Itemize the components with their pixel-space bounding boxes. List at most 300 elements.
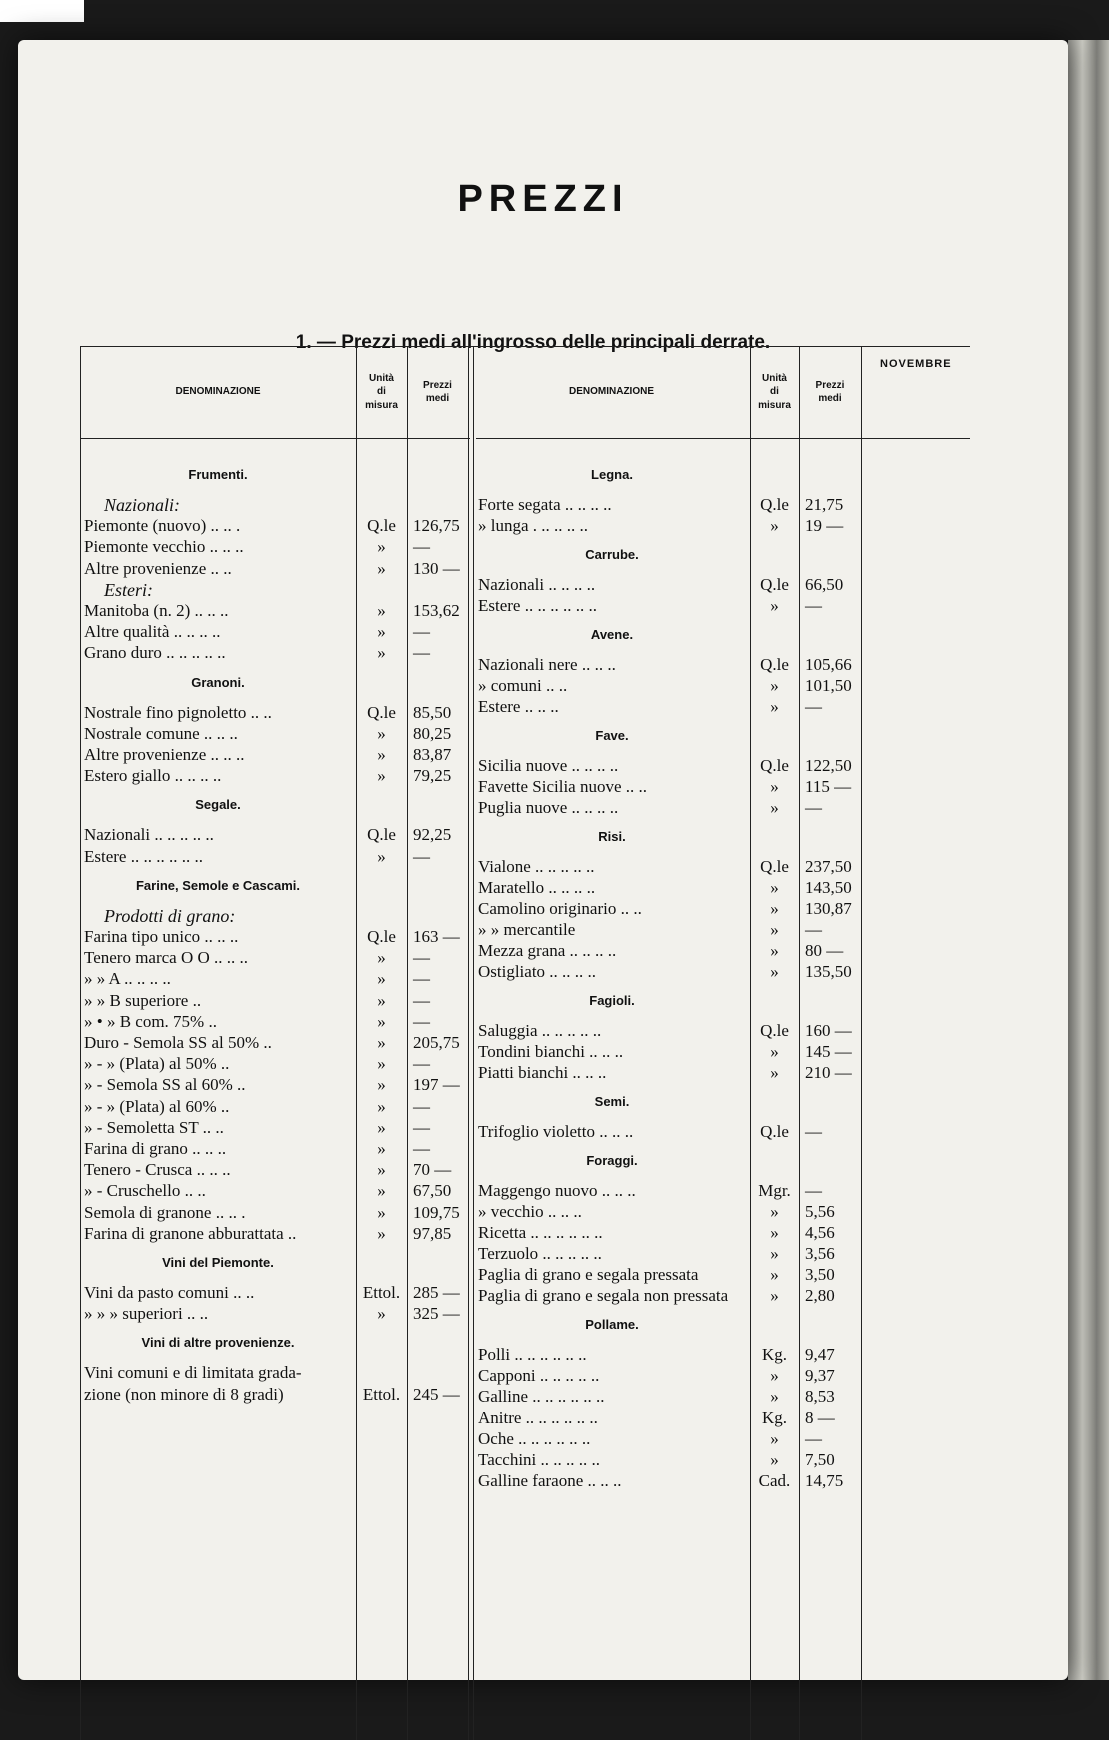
item-unit: »: [377, 1096, 386, 1116]
item-name: Paglia di grano e segala non pressata: [478, 1286, 729, 1305]
item-unit: »: [770, 1265, 779, 1284]
table-row: [478, 1407, 861, 1429]
item-name: Vini comuni e di limitata grada-: [84, 1363, 302, 1383]
section-heading: Fagioli.: [589, 993, 635, 1008]
item-unit: Cad.: [758, 1471, 791, 1490]
header-label: DENOMINAZIONE: [569, 386, 654, 398]
item-price: 145 —: [805, 1042, 852, 1061]
item-name: Altre provenienze .. ..: [84, 558, 232, 578]
subgroup-label: Nazionali:: [104, 495, 181, 515]
item-price: 122,50: [805, 756, 852, 775]
section-heading: Avene.: [590, 627, 634, 642]
header-label: medi: [425, 393, 450, 404]
header-label: Prezzi: [815, 379, 845, 391]
item-price: —: [805, 1122, 822, 1141]
table-row: [84, 824, 467, 846]
item-unit: Q.le: [760, 857, 789, 876]
item-unit: »: [377, 1160, 386, 1180]
item-price: 135,50: [805, 962, 852, 981]
table-row: [478, 675, 861, 697]
item-unit: Kg.: [761, 1345, 788, 1364]
item-price: 21,75: [805, 495, 844, 514]
item-unit: »: [377, 1223, 386, 1243]
item-unit: Q.le: [367, 825, 396, 845]
section-heading: Pollame.: [585, 1317, 639, 1332]
item-price: —: [413, 643, 430, 663]
item-unit: »: [770, 516, 779, 535]
table-row: [478, 877, 861, 899]
item-name: Estere .. .. .. .. .. ..: [84, 846, 203, 866]
item-name: Anitre .. .. .. .. .. ..: [478, 1408, 598, 1427]
item-price: 237,50: [805, 857, 852, 876]
header-label: Unità: [368, 372, 394, 384]
item-unit: »: [770, 1450, 779, 1469]
item-name: Terzuolo .. .. .. .. ..: [478, 1244, 602, 1263]
table-row: [84, 1384, 467, 1406]
item-unit: »: [377, 723, 386, 743]
item-price: 8 —: [805, 1408, 835, 1427]
item-price: 4,56: [805, 1223, 835, 1242]
item-price: —: [413, 622, 430, 642]
item-name: Duro - Semola SS al 50% ..: [84, 1033, 272, 1052]
item-unit: »: [377, 601, 386, 620]
table-row: [478, 1020, 861, 1042]
subgroup-label: Prodotti di grano:: [104, 905, 236, 926]
item-price: 130,87: [805, 899, 852, 918]
item-price: 79,25: [413, 766, 452, 786]
table-row: [84, 621, 467, 643]
item-price: —: [805, 920, 822, 939]
item-unit: »: [377, 1304, 386, 1324]
item-price: —: [805, 1181, 822, 1200]
header-label: misura: [758, 399, 791, 411]
table-row: [478, 1449, 861, 1471]
header-rule-right: [476, 438, 970, 439]
item-unit: Q.le: [760, 655, 789, 674]
item-name: Farina di granone abburattata ..: [84, 1223, 297, 1243]
table-row: [478, 1201, 861, 1223]
header-denominazione-right: [473, 346, 750, 438]
item-price: 3,50: [805, 1265, 835, 1284]
table-row: [478, 1386, 861, 1408]
section-heading: Vini di altre provenienze.: [141, 1335, 295, 1351]
item-unit: »: [377, 1033, 386, 1052]
item-unit: »: [770, 878, 779, 897]
table-row: [84, 536, 467, 558]
table-row: [478, 1243, 861, 1265]
item-name: » - » (Plata) al 50% ..: [84, 1054, 230, 1074]
item-name: Mezza grana .. .. .. ..: [478, 941, 617, 960]
item-name: Tacchini .. .. .. .. ..: [478, 1450, 601, 1469]
item-unit: »: [770, 1286, 779, 1305]
item-unit: Q.le: [760, 495, 789, 514]
section-heading: Farine, Semole e Cascami.: [135, 877, 301, 893]
item-name: » » mercantile: [478, 920, 576, 939]
header-label: di: [770, 386, 779, 398]
item-unit: »: [377, 537, 386, 557]
item-price: —: [413, 1096, 430, 1116]
item-price: —: [413, 537, 430, 557]
item-unit: »: [770, 1387, 779, 1406]
item-name: Altre qualità .. .. .. ..: [84, 622, 221, 642]
table-row: [84, 1117, 467, 1139]
table-row: [84, 1202, 467, 1224]
item-name: Polli .. .. .. .. .. ..: [478, 1345, 587, 1364]
item-unit: »: [377, 1054, 386, 1074]
item-unit: Ettol.: [362, 1384, 401, 1404]
header-rule-left: [80, 438, 470, 439]
item-price: 210 —: [805, 1063, 852, 1082]
item-price: 80 —: [805, 941, 844, 960]
item-unit: Q.le: [367, 516, 396, 536]
item-price: —: [413, 990, 430, 1010]
page-corner-mark: [0, 0, 84, 22]
item-price: 130 —: [413, 558, 460, 578]
item-name: Trifoglio violetto .. .. ..: [478, 1122, 634, 1141]
item-price: 7,50: [805, 1450, 835, 1469]
item-price: 19 —: [805, 516, 844, 535]
table-row: [84, 515, 467, 537]
item-unit: »: [770, 1366, 779, 1385]
item-name: » » A .. .. .. ..: [84, 969, 171, 989]
table-row: [478, 654, 861, 676]
item-unit: »: [770, 941, 779, 960]
item-unit: »: [377, 766, 386, 786]
subgroup-label: Esteri:: [104, 579, 153, 600]
item-unit: »: [377, 1011, 386, 1031]
item-price: 205,75: [413, 1033, 460, 1052]
header-label: misura: [365, 399, 398, 411]
item-unit: »: [770, 1223, 779, 1242]
item-name: » - » (Plata) al 60% ..: [84, 1096, 230, 1116]
item-name: Galline faraone .. .. ..: [478, 1471, 622, 1490]
item-name: Vialone .. .. .. .. ..: [478, 857, 595, 876]
item-unit: »: [770, 1202, 779, 1221]
item-unit: »: [770, 899, 779, 918]
table-row: [478, 1222, 861, 1244]
item-price: 80,25: [413, 723, 452, 743]
item-price: 143,50: [805, 878, 852, 897]
item-price: 14,75: [805, 1471, 844, 1490]
item-name: Camolino originario .. ..: [478, 899, 642, 918]
table-row: [84, 1159, 467, 1181]
header-price-left: [407, 346, 468, 438]
section-heading: Foraggi.: [586, 1153, 638, 1168]
table-row: [84, 642, 467, 664]
page-title: PREZZI: [457, 178, 629, 220]
table-row: [478, 1121, 861, 1143]
item-unit: »: [377, 846, 386, 866]
table-row: [84, 744, 467, 766]
table-row: [478, 1285, 861, 1307]
item-name: Puglia nuove .. .. .. ..: [478, 798, 619, 817]
item-price: 8,53: [805, 1387, 835, 1406]
item-name: zione (non minore di 8 gradi): [84, 1384, 284, 1404]
header-unit-right: [750, 346, 799, 438]
table-row: [478, 1041, 861, 1063]
item-name: Forte segata .. .. .. ..: [478, 495, 612, 514]
table-row: [478, 1428, 861, 1450]
item-name: Farina tipo unico .. .. ..: [84, 927, 239, 946]
item-name: Altre provenienze .. .. ..: [84, 745, 245, 764]
item-name: » vecchio .. .. ..: [478, 1202, 582, 1221]
item-unit: »: [770, 1429, 779, 1448]
table-row: [84, 1074, 467, 1096]
item-unit: »: [770, 920, 779, 939]
header-label: Prezzi: [423, 379, 452, 391]
item-unit: »: [770, 1042, 779, 1061]
table-row: [478, 696, 861, 718]
item-price: —: [413, 1011, 430, 1031]
table-row: [84, 765, 467, 787]
table-row: [84, 702, 467, 724]
item-name: Semola di granone .. .. .: [84, 1202, 246, 1222]
item-unit: »: [770, 596, 779, 615]
item-name: Estero giallo .. .. .. ..: [84, 766, 222, 786]
item-name: Galline .. .. .. .. .. ..: [478, 1387, 605, 1406]
item-price: 197 —: [413, 1075, 460, 1095]
item-name: » » » superiori .. ..: [84, 1304, 209, 1324]
table-row: [84, 1303, 467, 1325]
item-unit: »: [770, 697, 779, 716]
item-unit: Kg.: [761, 1408, 788, 1427]
item-name: Sicilia nuove .. .. .. ..: [478, 756, 619, 775]
item-unit: »: [377, 1139, 386, 1158]
section-heading: Risi.: [598, 829, 626, 844]
item-name: Vini da pasto comuni .. ..: [84, 1283, 255, 1302]
item-unit: Q.le: [367, 927, 396, 946]
item-price: 5,56: [805, 1202, 835, 1221]
table-row: [478, 1180, 861, 1202]
table-row: [478, 961, 861, 983]
table-row: [478, 856, 861, 878]
item-price: 9,37: [805, 1366, 835, 1385]
item-price: —: [805, 798, 822, 817]
item-price: 285 —: [413, 1283, 460, 1302]
item-name: Ostigliato .. .. .. ..: [478, 962, 597, 981]
item-name: Tenero marca O O .. .. ..: [84, 948, 249, 968]
item-name: Piatti bianchi .. .. ..: [478, 1063, 607, 1082]
item-unit: »: [377, 1181, 386, 1201]
table-row: [84, 1138, 467, 1160]
table-row: [478, 494, 861, 516]
item-unit: »: [377, 969, 386, 989]
section-heading: Fave.: [595, 728, 629, 743]
item-name: Estere .. .. .. .. .. ..: [478, 596, 597, 615]
item-name: » • » B com. 75% ..: [84, 1011, 217, 1031]
table-row: [478, 1344, 861, 1366]
item-unit: »: [770, 1063, 779, 1082]
item-unit: »: [377, 745, 386, 764]
table-row: [84, 1282, 467, 1304]
section-heading: Carrube.: [585, 547, 639, 562]
item-unit: Q.le: [760, 575, 789, 594]
table-left-rule: [80, 346, 81, 1740]
item-price: 9,47: [805, 1345, 835, 1364]
item-unit: »: [377, 622, 386, 642]
item-price: 83,87: [413, 745, 452, 764]
header-label: medi: [818, 393, 842, 404]
item-unit: Q.le: [760, 1122, 789, 1141]
item-name: Maratello .. .. .. ..: [478, 878, 596, 897]
item-name: Grano duro .. .. .. .. ..: [84, 643, 226, 663]
item-name: » » B superiore ..: [84, 990, 202, 1010]
table-row: [478, 1365, 861, 1387]
item-name: Nostrale comune .. .. ..: [84, 723, 238, 743]
table-row: [84, 1223, 467, 1245]
table-row: [84, 723, 467, 745]
table-row: [478, 515, 861, 537]
item-price: 109,75: [413, 1202, 460, 1222]
header-label: di: [377, 386, 386, 398]
item-unit: »: [377, 643, 386, 663]
item-price: —: [413, 846, 430, 866]
item-name: Saluggia .. .. .. .. ..: [478, 1021, 602, 1040]
item-name: » - Cruschello .. ..: [84, 1181, 206, 1201]
item-price: —: [413, 1054, 430, 1074]
table-row: [84, 600, 467, 622]
table-row: [478, 919, 861, 941]
table-row: [478, 1470, 861, 1492]
table-row: [84, 947, 467, 969]
item-name: » comuni .. ..: [478, 676, 568, 695]
table-row: [84, 1362, 467, 1384]
item-unit: »: [770, 676, 779, 695]
col-rule-middle-2: [473, 346, 474, 1740]
item-name: Nazionali nere .. .. ..: [478, 655, 616, 674]
item-name: » - Semola SS al 60% ..: [84, 1075, 246, 1095]
table-row: [478, 940, 861, 962]
item-price: 245 —: [413, 1384, 460, 1404]
item-unit: »: [770, 1244, 779, 1263]
table-row: [478, 776, 861, 798]
item-price: 101,50: [805, 676, 852, 695]
item-unit: Mgr.: [758, 1181, 791, 1200]
header-label: DENOMINAZIONE: [175, 386, 261, 398]
item-unit: »: [377, 1202, 386, 1222]
table-row: [84, 926, 467, 948]
item-price: 67,50: [413, 1181, 452, 1201]
item-price: 92,25: [413, 825, 452, 845]
item-unit: »: [377, 1117, 386, 1137]
item-price: —: [413, 1139, 430, 1158]
table-row: [478, 755, 861, 777]
item-price: —: [413, 1117, 430, 1137]
item-name: Tondini bianchi .. .. ..: [478, 1042, 624, 1061]
item-price: 115 —: [805, 777, 852, 796]
item-name: Ricetta .. .. .. .. .. ..: [478, 1223, 603, 1242]
document-page: [18, 40, 1068, 1680]
table-row: [478, 898, 861, 920]
table-row: [84, 1011, 467, 1033]
item-price: —: [413, 969, 430, 989]
table-row: [84, 558, 467, 580]
month-label: NOVEMBRE: [880, 358, 952, 370]
table-title: 1. — Prezzi medi all'ingrosso delle principali derrate.: [295, 332, 771, 353]
item-price: —: [805, 697, 822, 716]
header-price-right: [799, 346, 861, 438]
item-price: 153,62: [413, 601, 460, 620]
header-label: Unità: [761, 372, 787, 384]
table-row: [84, 1053, 467, 1075]
item-name: Capponi .. .. .. .. ..: [478, 1366, 600, 1385]
item-unit: »: [770, 777, 779, 796]
section-heading: Segale.: [195, 797, 241, 813]
section-heading: Granoni.: [191, 674, 245, 690]
item-name: Favette Sicilia nuove .. ..: [478, 777, 648, 796]
item-name: Farina di grano .. .. ..: [84, 1139, 227, 1158]
item-price: 126,75: [413, 516, 460, 536]
item-price: —: [805, 596, 822, 615]
item-price: 160 —: [805, 1021, 852, 1040]
item-price: 85,50: [413, 702, 452, 722]
section-heading: Frumenti.: [188, 467, 248, 482]
item-price: 105,66: [805, 655, 852, 674]
item-price: 3,56: [805, 1244, 835, 1263]
item-unit: Ettol.: [362, 1283, 401, 1302]
item-unit: »: [770, 798, 779, 817]
header-denominazione-left: [80, 346, 356, 438]
item-price: 163 —: [413, 927, 460, 946]
item-name: Manitoba (n. 2) .. .. ..: [84, 601, 229, 620]
page-edge: [1068, 40, 1109, 1680]
item-name: » lunga . .. .. .. ..: [478, 516, 589, 535]
item-name: » - Semoletta ST .. ..: [84, 1117, 224, 1137]
item-unit: Q.le: [760, 1021, 789, 1040]
item-name: Maggengo nuovo .. .. ..: [478, 1181, 636, 1200]
item-price: 66,50: [805, 575, 844, 594]
item-name: Piemonte vecchio .. .. ..: [84, 537, 244, 557]
section-heading: Legna.: [591, 467, 633, 482]
table-row: [478, 797, 861, 819]
item-name: Oche .. .. .. .. .. ..: [478, 1429, 591, 1448]
item-unit: »: [770, 962, 779, 981]
table-row: [84, 990, 467, 1012]
section-heading: Vini del Piemonte.: [162, 1255, 274, 1270]
table-row: [478, 1062, 861, 1084]
item-price: 97,85: [413, 1223, 452, 1243]
item-price: —: [413, 948, 430, 968]
item-name: Nazionali .. .. .. ..: [478, 575, 596, 594]
table-row: [84, 1180, 467, 1202]
header-unit-left: [356, 346, 407, 438]
table-row: [84, 1096, 467, 1118]
item-unit: »: [377, 1075, 386, 1095]
table-row: [478, 595, 861, 617]
item-name: Nazionali .. .. .. .. ..: [84, 825, 214, 845]
item-unit: »: [377, 990, 386, 1010]
item-price: 2,80: [805, 1286, 835, 1305]
item-name: Tenero - Crusca .. .. ..: [84, 1160, 231, 1180]
item-name: Piemonte (nuovo) .. .. .: [84, 516, 241, 536]
table-row: [84, 846, 467, 868]
item-price: 70 —: [413, 1160, 452, 1180]
table-row: [478, 574, 861, 596]
item-unit: Q.le: [760, 756, 789, 775]
table-row: [84, 1032, 467, 1054]
item-name: Estere .. .. ..: [478, 697, 559, 716]
item-name: Paglia di grano e segala pressata: [478, 1265, 699, 1284]
item-unit: »: [377, 558, 386, 578]
item-price: —: [805, 1429, 822, 1448]
item-unit: Q.le: [367, 702, 396, 722]
item-price: 325 —: [413, 1304, 460, 1324]
section-heading: Semi.: [594, 1094, 630, 1109]
table-row: [478, 1264, 861, 1286]
item-unit: »: [377, 948, 386, 968]
table-row: [84, 968, 467, 990]
item-name: Nostrale fino pignoletto .. ..: [84, 702, 272, 722]
